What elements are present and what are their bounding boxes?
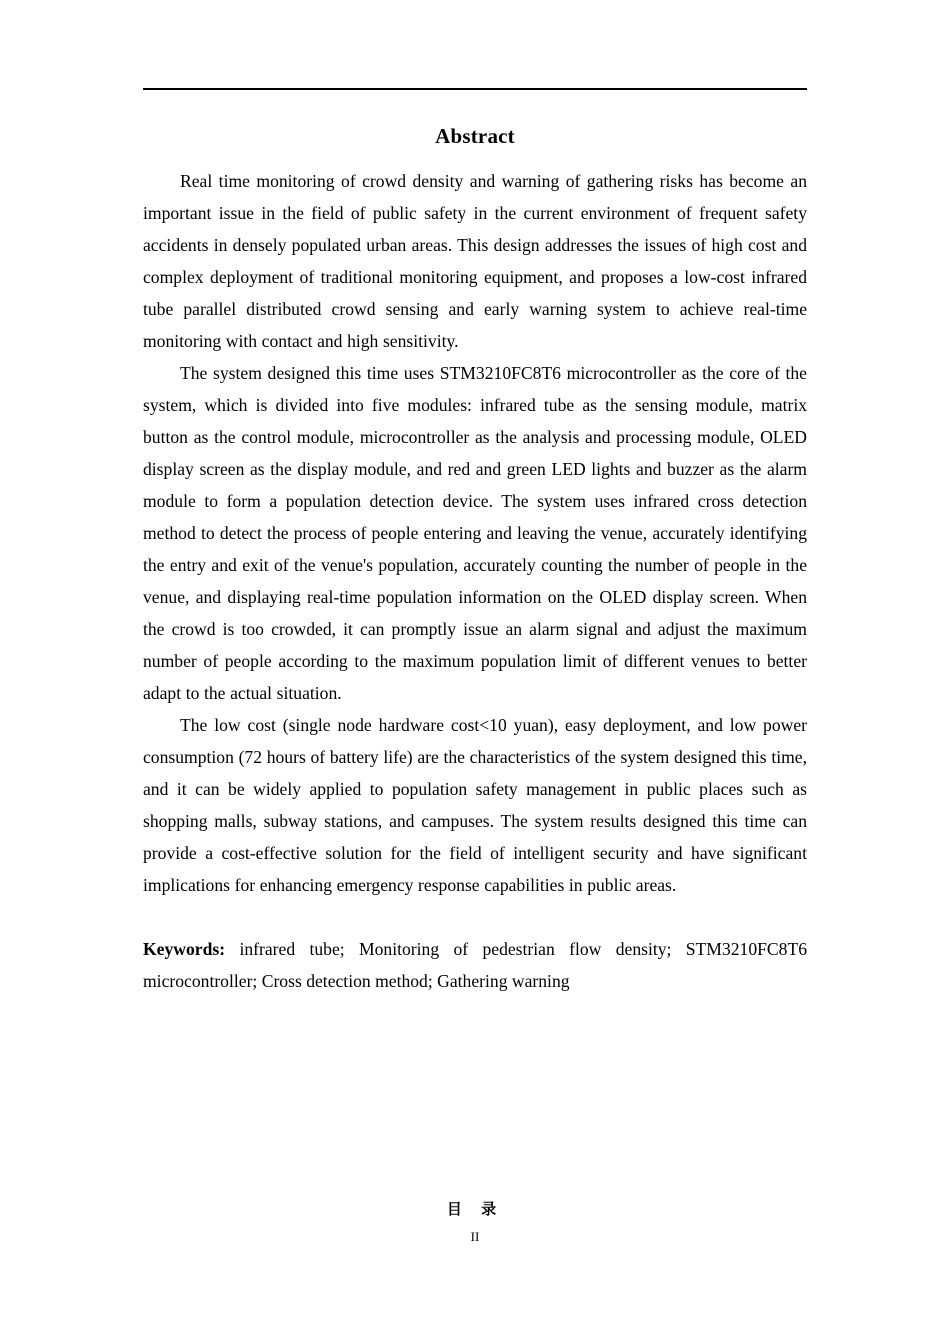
keywords-line xyxy=(143,933,807,997)
page-title: Abstract xyxy=(435,124,515,148)
abstract-content xyxy=(143,120,807,997)
page-number: II xyxy=(470,1229,480,1244)
abstract-paragraph-3: The low cost (single node hardware cost<10 yuan), easy deployment, and low power consumption (72 hours of battery life) are the characteristics of the system designed this time, and it can be widely applied to population safety management in public places such as shopping malls, subway stations, and campuses. The system results designed this time can provide a cost-effective solution for the field of intelligent security and have significant implications for enhancing emergency response capabilities in public areas. xyxy=(143,715,807,895)
keywords-text: infrared tube; Monitoring of pedestrian flow density; STM3210FC8T6 microcontroller; Cross detection method; Gathering warning xyxy=(143,939,807,991)
keywords-label: Keywords: xyxy=(143,939,226,959)
abstract-paragraph-2: The system designed this time uses STM3210FC8T6 microcontroller as the core of the system, which is divided into five modules: infrared tube as the sensing module, matrix button as the control module, microcontroller as the analysis and processing module, OLED display screen as the display module, and red and green LED lights and buzzer as the alarm module to form a population detection device. The system uses infrared cross detection method to detect the process of people entering and leaving the venue, accurately identifying the entry and exit of the venue's population, accurately counting the number of people in the venue, and displaying real-time population information on the OLED display screen. When the crowd is too crowded, it can promptly issue an alarm signal and adjust the maximum number of people according to the maximum population limit of different venues to better adapt to the actual situation. xyxy=(143,363,807,703)
page-footer xyxy=(0,1198,950,1247)
footer-section-heading: 目 录 xyxy=(446,1200,504,1218)
abstract-paragraph-1: Real time monitoring of crowd density and warning of gathering risks has become an important issue in the field of public safety in the current environment of frequent safety accidents in densely populated urban areas. This design addresses the issues of high cost and complex deployment of traditional monitoring equipment, and proposes a low-cost infrared tube parallel distributed crowd sensing and early warning system to achieve real-time monitoring with contact and high sensitivity. xyxy=(143,171,807,351)
header-rule xyxy=(143,88,807,90)
